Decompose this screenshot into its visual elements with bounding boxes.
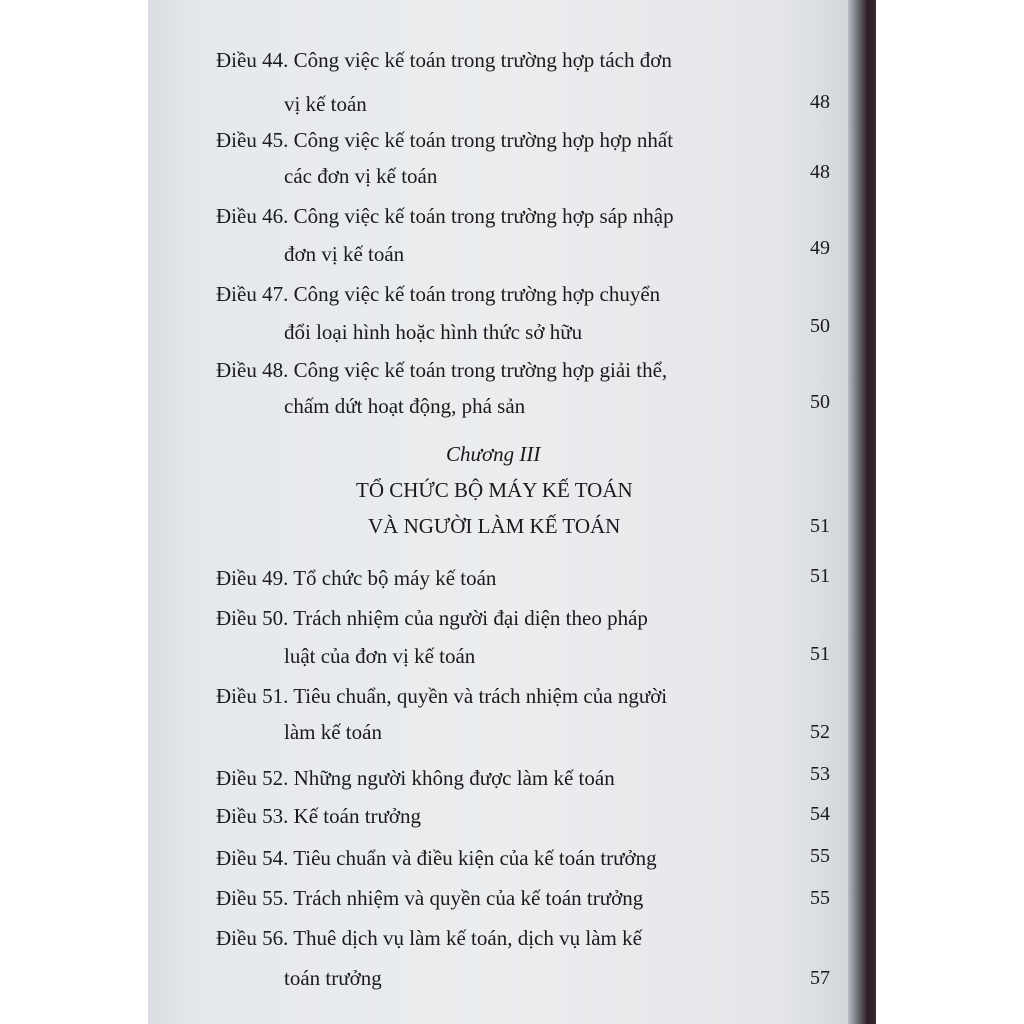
chapter-title-line1: TỔ CHỨC BỘ MÁY KẾ TOÁN xyxy=(356,478,633,502)
toc-entry-48-line1: Điều 48. Công việc kế toán trong trường hợp giải thể, xyxy=(216,358,668,382)
chapter-title-line2: VÀ NGƯỜI LÀM KẾ TOÁN xyxy=(368,514,621,538)
chapter-label: Chương III xyxy=(446,442,541,466)
chapter-page: 51 xyxy=(810,515,830,537)
toc-entry-54-line1: Điều 54. Tiêu chuẩn và điều kiện của kế toán trưởng xyxy=(216,846,657,870)
toc-entry-55-line1: Điều 55. Trách nhiệm và quyền của kế toán trưởng xyxy=(216,886,644,910)
table-of-contents xyxy=(148,0,852,1024)
toc-entry-47-line1: Điều 47. Công việc kế toán trong trường hợp chuyển xyxy=(216,282,661,306)
toc-entry-49-line1: Điều 49. Tổ chức bộ máy kế toán xyxy=(216,566,497,590)
toc-entry-44-line1: Điều 44. Công việc kế toán trong trường hợp tách đơn xyxy=(216,48,672,72)
toc-entry-56-line2: toán trưởng xyxy=(284,966,382,990)
toc-entry-52-line1: Điều 52. Những người không được làm kế toán xyxy=(216,766,615,790)
toc-entry-54-page: 55 xyxy=(810,845,830,867)
toc-entry-44-line2: vị kế toán xyxy=(284,92,367,116)
toc-entry-47-line2: đổi loại hình hoặc hình thức sở hữu xyxy=(284,320,583,344)
toc-entry-49-page: 51 xyxy=(810,565,830,587)
toc-entry-50-line2: luật của đơn vị kế toán xyxy=(284,644,476,668)
toc-entry-47-page: 50 xyxy=(810,315,830,337)
toc-entry-51-line2: làm kế toán xyxy=(284,720,382,744)
toc-entry-56-page: 57 xyxy=(810,967,830,989)
toc-entry-44-page: 48 xyxy=(810,91,830,113)
toc-entry-50-page: 51 xyxy=(810,643,830,665)
toc-entry-52-page: 53 xyxy=(810,763,830,785)
toc-entry-45-line2: các đơn vị kế toán xyxy=(284,164,438,188)
toc-entry-46-page: 49 xyxy=(810,237,830,259)
toc-entry-53-line1: Điều 53. Kế toán trưởng xyxy=(216,804,422,828)
toc-entry-51-line1: Điều 51. Tiêu chuẩn, quyền và trách nhiệm của người xyxy=(216,684,668,708)
toc-entry-45-page: 48 xyxy=(810,161,830,183)
book-page xyxy=(148,0,852,1024)
toc-entry-56-line1: Điều 56. Thuê dịch vụ làm kế toán, dịch vụ làm kế xyxy=(216,926,642,950)
book-cover-edge xyxy=(848,0,876,1024)
toc-entry-46-line1: Điều 46. Công việc kế toán trong trường hợp sáp nhập xyxy=(216,204,674,228)
toc-entry-48-page: 50 xyxy=(810,391,830,413)
toc-entry-53-page: 54 xyxy=(810,803,830,825)
toc-entry-45-line1: Điều 45. Công việc kế toán trong trường hợp hợp nhất xyxy=(216,128,674,152)
toc-entry-46-line2: đơn vị kế toán xyxy=(284,242,405,266)
toc-entry-48-line2: chấm dứt hoạt động, phá sản xyxy=(284,394,526,418)
toc-entry-50-line1: Điều 50. Trách nhiệm của người đại diện theo pháp xyxy=(216,606,648,630)
toc-entry-51-page: 52 xyxy=(810,721,830,743)
toc-entry-55-page: 55 xyxy=(810,887,830,909)
